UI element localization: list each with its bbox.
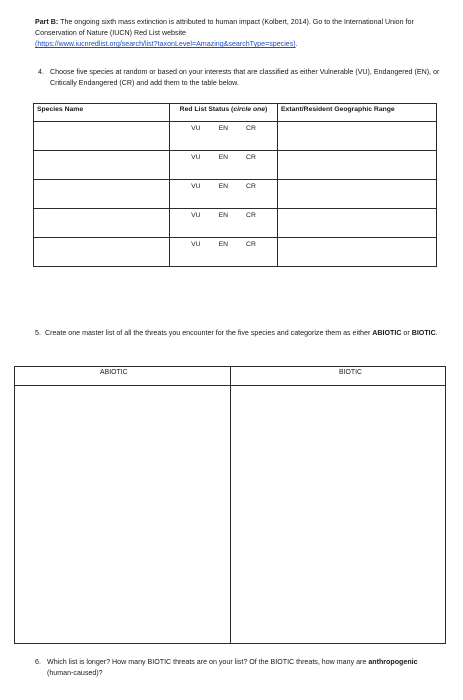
iucn-link[interactable]: (https://www.iucnredlist.org/search/list?taxonLevel=Amazing&searchType=species) (35, 40, 296, 48)
question-4-text: Choose five species at random or based on your interests that are classified as either Vulnerable (VU), Endangered (EN), or Critically Endangered (CR) and add them to the table below. (50, 68, 440, 87)
range-cell[interactable] (278, 238, 437, 267)
threats-table (14, 366, 446, 644)
table-row (34, 238, 437, 267)
question-6-text-b: (human-caused)? (47, 669, 103, 677)
status-cell (170, 122, 278, 151)
range-cell[interactable] (278, 209, 437, 238)
species-table-header-row (34, 104, 437, 122)
species-name-cell[interactable] (34, 238, 170, 267)
option-vu[interactable]: VU (191, 183, 201, 190)
intro-text: The ongoing sixth mass extinction is attributed to human impact (Kolbert, 2014). Go to the International Union for Conservation of Nature (IUCN) Red List website (35, 18, 414, 37)
species-name-header: Species Name (34, 104, 170, 122)
intro-link-end: . (295, 40, 298, 48)
question-5-text-c: . (435, 329, 438, 337)
question-4-number: 4. (38, 68, 44, 76)
range-cell[interactable] (278, 122, 437, 151)
option-vu[interactable]: VU (191, 212, 201, 219)
option-cr[interactable]: CR (246, 241, 256, 248)
threats-header-row (15, 367, 446, 386)
status-cell (170, 180, 278, 209)
question-5-number: 5. (35, 329, 41, 337)
question-6-text (47, 657, 445, 679)
abiotic-threats-cell[interactable] (15, 386, 231, 644)
biotic-threats-cell[interactable] (231, 386, 446, 644)
abiotic-header: ABIOTIC (15, 367, 231, 386)
option-cr[interactable]: CR (246, 154, 256, 161)
species-name-cell[interactable] (34, 151, 170, 180)
option-en[interactable]: EN (218, 125, 229, 132)
question-5-text-a: Create one master list of all the threats you encounter for the five species and categorize them as either (45, 329, 373, 337)
status-cell (170, 151, 278, 180)
question-5 (35, 328, 445, 339)
threats-body-row (15, 386, 446, 644)
option-en[interactable]: EN (218, 241, 229, 248)
range-cell[interactable] (278, 180, 437, 209)
abiotic-bold: ABIOTIC (372, 329, 402, 337)
part-b-intro (35, 17, 435, 50)
option-en[interactable]: EN (218, 212, 229, 219)
option-vu[interactable]: VU (191, 154, 201, 161)
question-6-text-a: Which list is longer? How many BIOTIC threats are on your list? Of the BIOTIC threats, how many are (47, 658, 369, 666)
option-en[interactable]: EN (218, 154, 229, 161)
option-cr[interactable]: CR (246, 125, 256, 132)
range-cell[interactable] (278, 151, 437, 180)
table-row (34, 122, 437, 151)
table-row (34, 151, 437, 180)
table-row (34, 209, 437, 238)
option-vu[interactable]: VU (191, 241, 201, 248)
species-name-cell[interactable] (34, 209, 170, 238)
species-name-cell[interactable] (34, 122, 170, 151)
anthropogenic-bold: anthropogenic (368, 658, 418, 666)
status-header-italic: circle one (233, 106, 266, 113)
option-cr[interactable]: CR (246, 212, 256, 219)
species-name-cell[interactable] (34, 180, 170, 209)
status-cell (170, 238, 278, 267)
red-list-status-header (170, 104, 278, 122)
biotic-header: BIOTIC (231, 367, 446, 386)
question-5-text (45, 328, 445, 339)
option-en[interactable]: EN (218, 183, 229, 190)
question-5-text-b: or (401, 329, 412, 337)
species-table (33, 103, 437, 267)
option-cr[interactable]: CR (246, 183, 256, 190)
geographic-range-header: Extant/Resident Geographic Range (278, 104, 437, 122)
table-row (34, 180, 437, 209)
status-header-prefix: Red List Status ( (179, 106, 234, 113)
status-header-suffix: ) (265, 106, 268, 113)
question-6 (35, 657, 445, 679)
question-4 (38, 67, 440, 88)
biotic-bold: BIOTIC (411, 329, 436, 337)
option-vu[interactable]: VU (191, 125, 201, 132)
part-b-label: Part B: (35, 18, 59, 26)
question-6-number: 6. (35, 658, 41, 666)
status-cell (170, 209, 278, 238)
